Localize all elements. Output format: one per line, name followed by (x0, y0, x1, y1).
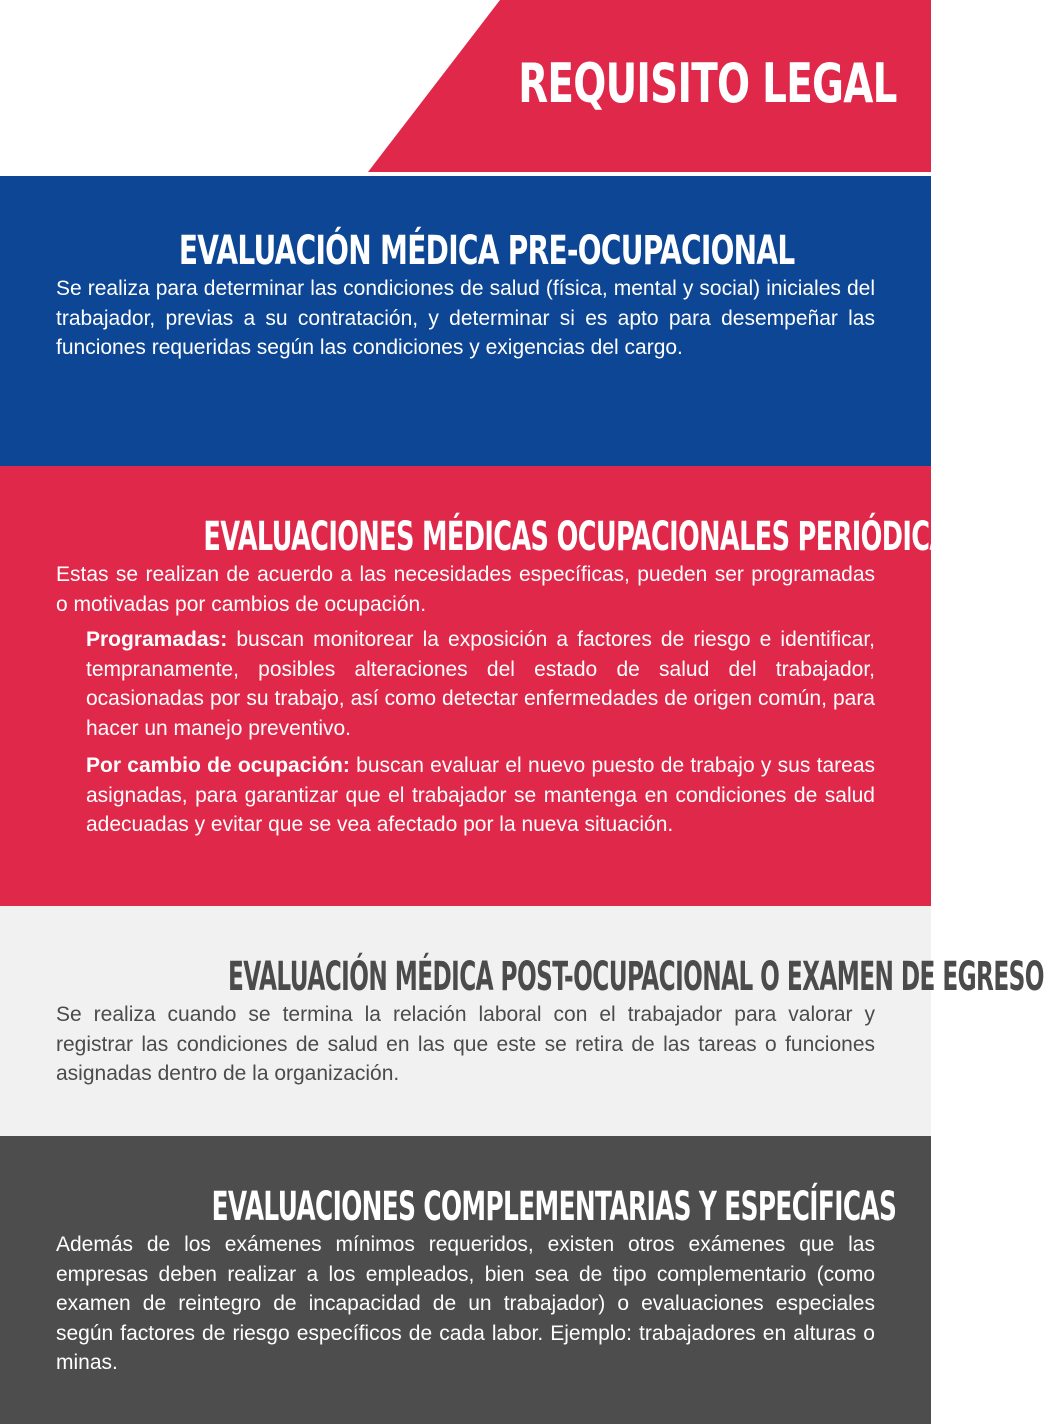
sub-item-programadas (86, 625, 875, 743)
section-post-ocupacional (0, 906, 1044, 1136)
section-body: Se realiza cuando se termina la relación laboral con el trabajador para valorar y registrar las condiciones de salud en las que este se retira de las tareas o funciones asignadas dentro de la organización. (56, 1003, 875, 1085)
header-banner (0, 0, 931, 172)
section-title: EVALUACIONES COMPLEMENTARIAS Y ESPECÍFICAS (211, 1184, 897, 1230)
section-title: EVALUACIONES MÉDICAS OCUPACIONALES PERIÓDICAS (203, 514, 967, 560)
sub-item-text: buscan evaluar el nuevo puesto de trabajo y sus tareas asignadas, para garantizar que el trabajador se mantenga en condiciones de salud adecuadas y evitar que se vea afectado por la nueva situación. (86, 754, 876, 836)
sub-item-cambio-ocupacion (86, 751, 875, 840)
sub-item-label: Programadas: (86, 628, 228, 651)
section-pre-ocupacional (0, 176, 931, 466)
section-body: Estas se realizan de acuerdo a las necesidades específicas, pueden ser programadas o motivadas por cambios de ocupación. (56, 563, 875, 616)
page-title: REQUISITO LEGAL (518, 52, 897, 115)
section-body: Además de los exámenes mínimos requeridos, existen otros exámenes que las empresas deben realizar a los empleados, bien sea de tipo complementario (como examen de reintegro de incapacidad de un trabajador) o evaluaciones especiales según factores de riesgo específicos de cada labor. Ejemplo: trabajadores en alturas o minas. (56, 1233, 875, 1374)
section-body: Se realiza para determinar las condiciones de salud (física, mental y social) iniciales del trabajador, previas a su contratación, y determinar si es apto para desempeñar las funciones requeridas según las condiciones y exigencias del cargo. (56, 277, 875, 359)
sub-item-label: Por cambio de ocupación: (86, 754, 350, 777)
section-periodicas (0, 466, 967, 906)
section-complementarias (0, 1136, 931, 1424)
sub-item-text: buscan monitorear la exposición a factores de riesgo e identificar, tempranamente, posibles alteraciones del estado de salud del trabajador, ocasionadas por su trabajo, así como detectar enfermedades de origen común, para hacer un manejo preventivo. (86, 628, 875, 740)
section-title: EVALUACIÓN MÉDICA POST-OCUPACIONAL O EXAMEN DE EGRESO (227, 954, 1044, 1000)
section-title: EVALUACIÓN MÉDICA PRE-OCUPACIONAL (178, 228, 795, 274)
